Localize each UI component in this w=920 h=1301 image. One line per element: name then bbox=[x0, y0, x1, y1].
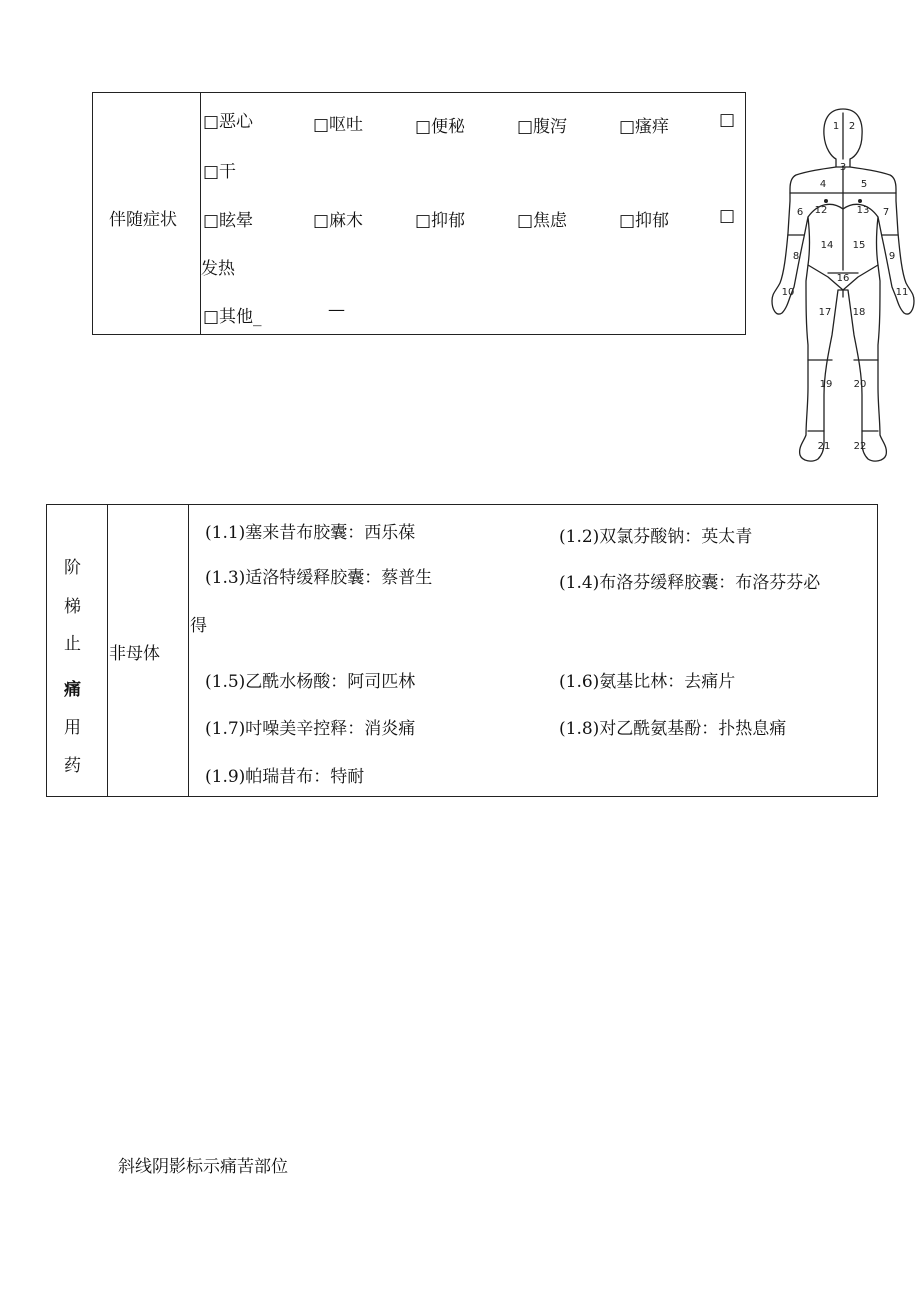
symptoms-table bbox=[92, 92, 746, 335]
drug-1-9: (1.9)帕瑞昔布：特耐 bbox=[205, 767, 365, 787]
checkbox-fever[interactable]: □ bbox=[719, 206, 736, 226]
drug-1-4: (1.4)布洛芬缓释胶囊：布洛芬芬必 bbox=[559, 573, 821, 593]
drug-1-5: (1.5)乙酰水杨酸：阿司匹林 bbox=[205, 672, 416, 692]
tier-label-char: 阶 bbox=[64, 558, 81, 578]
region-label: 1 bbox=[832, 121, 840, 132]
region-label: 16 bbox=[836, 273, 850, 284]
body-pain-map[interactable] bbox=[766, 105, 920, 470]
region-label: 18 bbox=[852, 307, 866, 318]
checkbox-fever-label: 发热 bbox=[201, 259, 235, 279]
table-divider bbox=[188, 505, 189, 796]
region-label: 21 bbox=[817, 441, 831, 452]
region-label: 9 bbox=[888, 251, 896, 262]
drug-1-3: (1.3)适洛特缓释胶囊：蔡普生 bbox=[205, 568, 433, 588]
checkbox-itching[interactable]: □瘙痒 bbox=[619, 117, 670, 137]
symptoms-label: 伴随症状 bbox=[109, 210, 177, 230]
other-blank[interactable]: — bbox=[328, 300, 345, 320]
region-label: 4 bbox=[819, 179, 827, 190]
tier-label-char: 止 bbox=[64, 634, 81, 654]
region-label: 10 bbox=[781, 287, 795, 298]
region-label: 7 bbox=[882, 207, 890, 218]
drug-1-1: (1.1)塞来昔布胶囊：西乐葆 bbox=[205, 523, 416, 543]
checkbox-vomiting[interactable]: □呕吐 bbox=[313, 115, 364, 135]
drug-1-6: (1.6)氨基比林：去痛片 bbox=[559, 672, 736, 692]
checkbox-dry-label: □干 bbox=[203, 162, 237, 182]
drug-1-7: (1.7)吋噪美辛控释：消炎痛 bbox=[205, 719, 416, 739]
region-label: 6 bbox=[796, 207, 804, 218]
table-divider bbox=[200, 93, 201, 334]
tier-label-char: 药 bbox=[64, 756, 81, 776]
analgesic-drug-table bbox=[46, 504, 878, 797]
tier-label-char: 梯 bbox=[64, 597, 81, 617]
region-label: 2 bbox=[848, 121, 856, 132]
checkbox-dizziness[interactable]: □眩晕 bbox=[203, 211, 254, 231]
body-point-right bbox=[858, 199, 862, 203]
region-label: 5 bbox=[860, 179, 868, 190]
checkbox-diarrhea[interactable]: □腹泻 bbox=[517, 117, 568, 137]
checkbox-depression-2[interactable]: □抑郁 bbox=[619, 211, 670, 231]
region-label: 15 bbox=[852, 240, 866, 251]
drug-category: 非母体 bbox=[109, 644, 160, 664]
checkbox-dry[interactable]: □ bbox=[719, 110, 736, 130]
drug-1-4-wrap: 得 bbox=[190, 616, 207, 636]
region-label: 8 bbox=[792, 251, 800, 262]
region-label: 22 bbox=[853, 441, 867, 452]
checkbox-other[interactable]: □其他_ bbox=[203, 307, 262, 327]
checkbox-constipation[interactable]: □便秘 bbox=[415, 117, 466, 137]
region-label: 17 bbox=[818, 307, 832, 318]
drug-1-2: (1.2)双氯芬酸钠：英太青 bbox=[559, 527, 753, 547]
body-point-left bbox=[824, 199, 828, 203]
checkbox-anxiety[interactable]: □焦虑 bbox=[517, 211, 568, 231]
region-label: 14 bbox=[820, 240, 834, 251]
tier-label-char: 痛 bbox=[64, 680, 81, 700]
region-label: 3 bbox=[839, 162, 847, 173]
region-label: 20 bbox=[853, 379, 867, 390]
region-label: 11 bbox=[895, 287, 909, 298]
checkbox-depression[interactable]: □抑郁 bbox=[415, 211, 466, 231]
drug-1-8: (1.8)对乙酰氨基酚：扑热息痛 bbox=[559, 719, 787, 739]
checkbox-nausea[interactable]: □恶心 bbox=[203, 112, 254, 132]
body-map-caption: 斜线阴影标示痛苦部位 bbox=[118, 1157, 288, 1177]
table-divider bbox=[107, 505, 108, 796]
region-label: 19 bbox=[819, 379, 833, 390]
region-label: 13 bbox=[856, 205, 870, 216]
checkbox-numbness[interactable]: □麻木 bbox=[313, 211, 364, 231]
tier-label-char: 用 bbox=[64, 718, 81, 738]
region-label: 12 bbox=[814, 205, 828, 216]
